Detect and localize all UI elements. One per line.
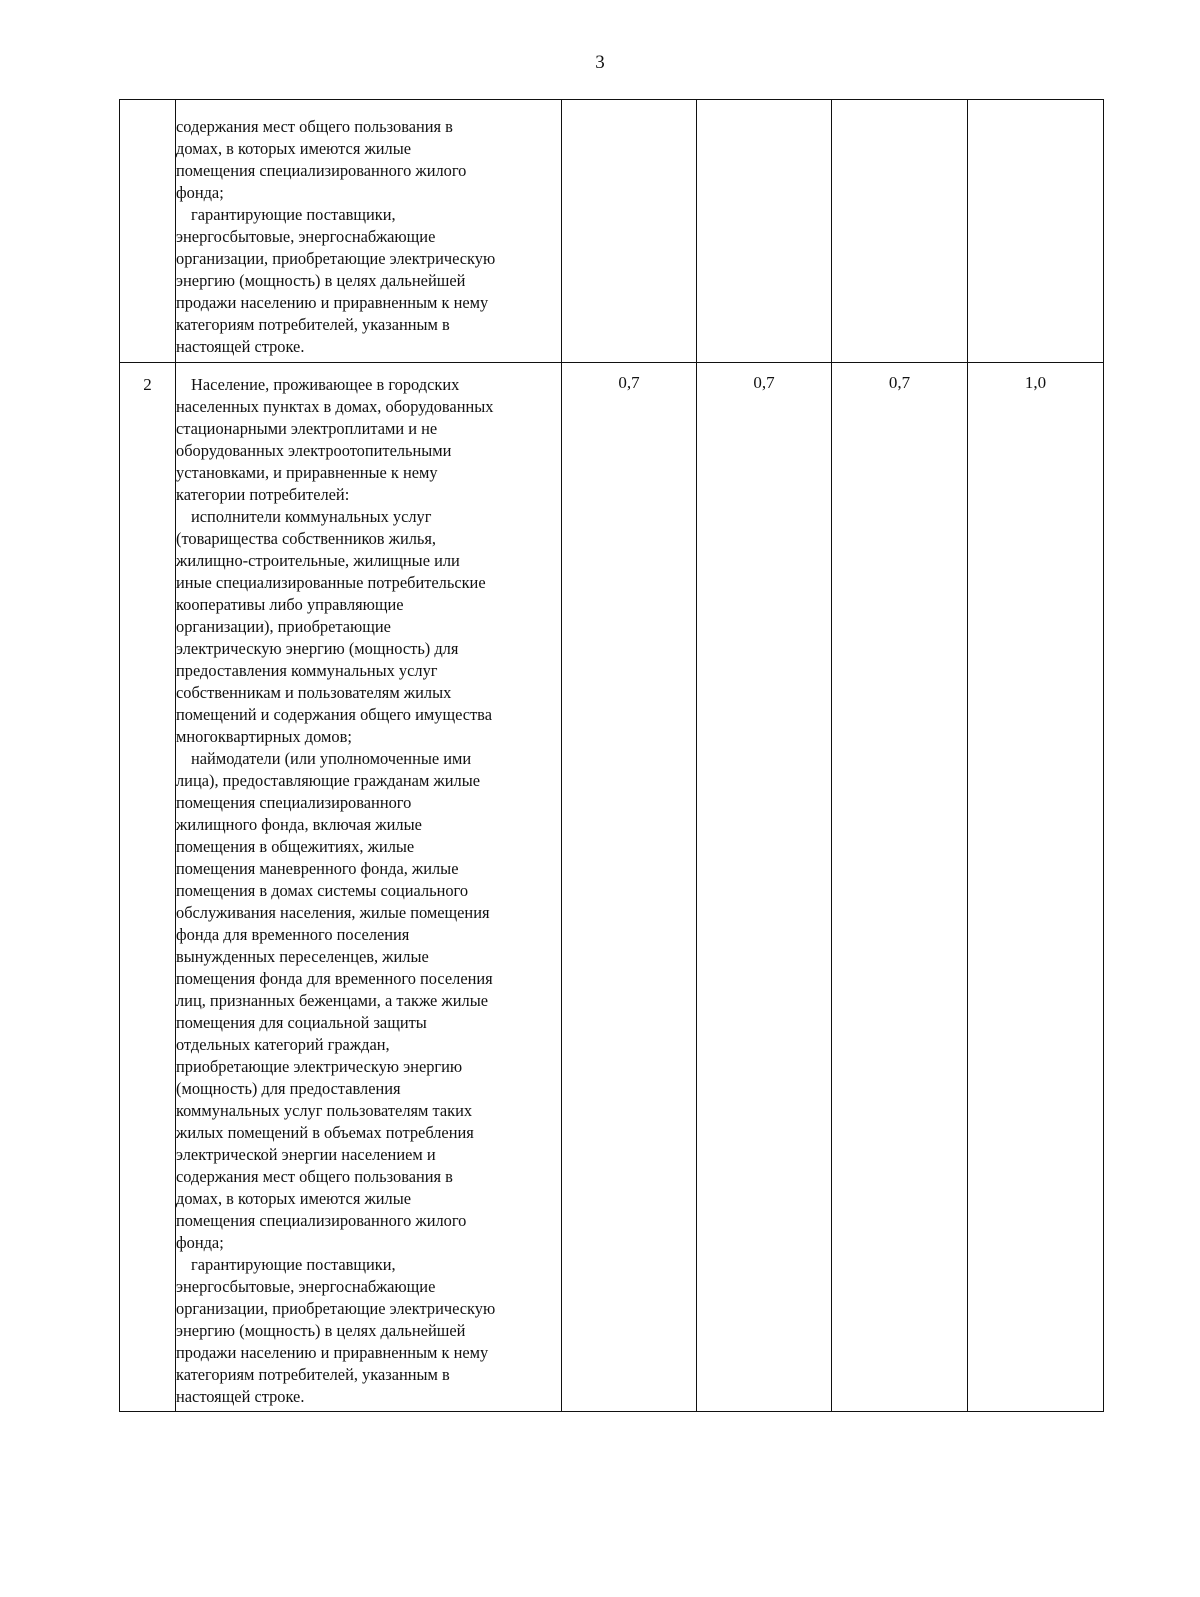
- value-cell: [562, 363, 697, 1412]
- table-row: [120, 363, 1104, 1412]
- value-cell: [697, 363, 832, 1412]
- row-number: 2: [143, 375, 152, 394]
- coefficient-value: 0,7: [618, 373, 640, 392]
- value-cell: [832, 363, 968, 1412]
- coefficient-value: 1,0: [1024, 373, 1047, 392]
- value-cell: [968, 100, 1104, 363]
- row-number-cell: [120, 363, 176, 1412]
- coefficient-value: 0,7: [888, 373, 911, 392]
- description-paragraph: содержания мест общего пользования в домах, в которых имеются жилые помещения специализированного жилого фонда;: [176, 117, 467, 202]
- table-row: [120, 100, 1104, 363]
- value-cell: [832, 100, 968, 363]
- description-paragraph: гарантирующие поставщики, энергосбытовые, энергоснабжающие организации, приобретающие электрическую энергию (мощность) в целях дальнейшей продажи населению и приравненным к нему категориям потребителей, указанным в настоящей строке.: [176, 1255, 496, 1406]
- description-cell: [176, 100, 562, 363]
- value-cell: [562, 100, 697, 363]
- value-cell: [697, 100, 832, 363]
- description-paragraph: исполнители коммунальных услуг (товарищества собственников жилья, жилищно-строительные, жилищные или иные специализированные потребительские кооперативы либо управляющие организации), приобретающие электрическую энергию (мощность) для предоставления коммунальных услуг собственникам и пользователям жилых помещений и содержания общего имущества многоквартирных домов;: [176, 507, 492, 746]
- row-number-cell: [120, 100, 176, 363]
- description-paragraph: гарантирующие поставщики, энергосбытовые, энергоснабжающие организации, приобретающие электрическую энергию (мощность) в целях дальнейшей продажи населению и приравненным к нему категориям потребителей, указанным в настоящей строке.: [176, 205, 496, 356]
- tariff-table: [119, 99, 1104, 1412]
- page-number: 3: [595, 52, 605, 73]
- description-cell: [176, 363, 562, 1412]
- description-paragraph: Население, проживающее в городских населенных пунктах в домах, оборудованных стационарными электроплитами и не оборудованных электроотопительными установками, и приравненные к нему категории потребителей:: [176, 375, 494, 504]
- value-cell: [968, 363, 1104, 1412]
- description-paragraph: наймодатели (или уполномоченные ими лица), предоставляющие гражданам жилые помещения специализированного жилищного фонда, включая жилые помещения в общежитиях, жилые помещения маневренного фонда, жилые помещения в домах системы социального обслуживания населения, жилые помещения фонда для временного поселения вынужденных переселенцев, жилые помещения фонда для временного поселения лиц, признанных беженцами, а также жилые помещения для социальной защиты отдельных категорий граждан, приобретающие электрическую энергию (мощность) для предоставления коммунальных услуг пользователям таких жилых помещений в объемах потребления электрической энергии населением и содержания мест общего пользования в домах, в которых имеются жилые помещения специализированного жилого фонда;: [176, 749, 493, 1252]
- coefficient-value: 0,7: [753, 373, 775, 392]
